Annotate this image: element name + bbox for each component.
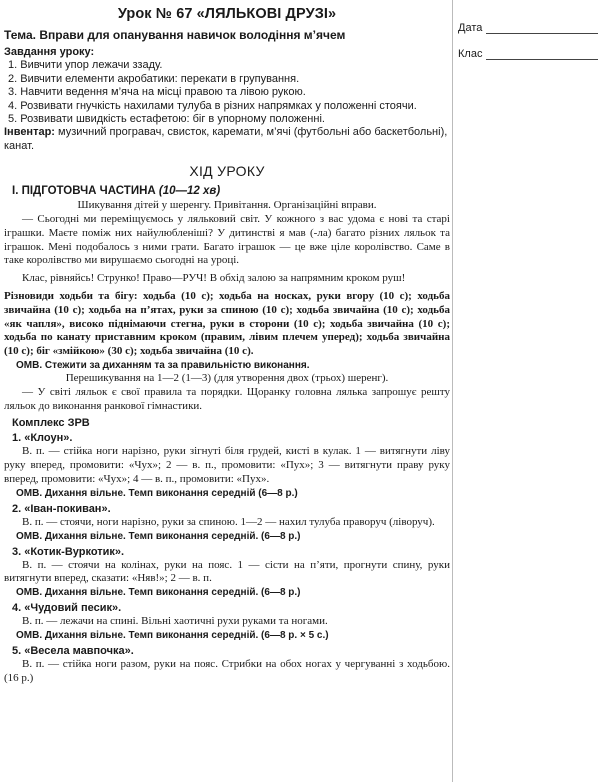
margin-divider — [452, 0, 453, 782]
exercise-title: 3. «Котик-Вуркотик». — [12, 545, 125, 558]
page-title: Урок № 67 «ЛЯЛЬКОВІ ДРУЗІ» — [117, 6, 337, 22]
side-fields — [458, 8, 598, 60]
part1-time: (10—12 хв) — [158, 185, 221, 198]
exercise — [4, 546, 450, 600]
part1-commands: Клас, рівняйсь! Струнко! Право—РУЧ! В обхід залою за напрямним кроком руш! — [22, 272, 406, 285]
date-line — [486, 21, 598, 34]
omv-note: ОМВ. Стежити за диханням та за правильністю виконання. — [16, 360, 310, 372]
lesson-tasks — [4, 46, 450, 153]
exercise-text: В. п. — стійка ноги разом, руки на пояс. Стрибки на обох ногах у чергуванні з ходьбою. (16 р.) — [4, 657, 450, 684]
exercise-text: В. п. — лежачи на спині. Вільні хаотичні рухи руками та ногами. — [22, 615, 328, 628]
omv-note: ОМВ. Дихання вільне. Темп виконання середній. (6—8 р. × 5 с.) — [16, 629, 329, 641]
exercise-text: В. п. — стоячи, ноги нарізно, руки за спиною. 1—2 — нахил тулуба праворуч (ліворуч). — [22, 515, 435, 528]
exercise — [4, 432, 450, 499]
part1-title: I. ПІДГОТОВЧА ЧАСТИНА — [12, 185, 156, 198]
inventory-text: музичний програвач, свисток, каремати, м’ячі (футбольні або баскетбольні), канат. — [4, 126, 448, 152]
exercise-title: 5. «Весела мавпочка». — [12, 644, 134, 657]
complex-heading: Комплекс ЗРВ — [12, 417, 90, 430]
class-field[interactable] — [458, 34, 598, 60]
date-label: Дата — [458, 22, 483, 34]
omv-note: ОМВ. Дихання вільне. Темп виконання середній (6—8 р.) — [16, 487, 298, 499]
part1-heading — [12, 185, 450, 197]
theme-label: Тема. — [4, 28, 36, 42]
task-item: 2. Вивчити елементи акробатики: перекати в групування. — [8, 72, 300, 85]
date-field[interactable] — [458, 8, 598, 34]
task-item: 5. Розвивати швидкість естафетою: біг в упорному положенні. — [8, 113, 325, 126]
task-item: 3. Навчити ведення м’яча на місці правою та лівою рукою. — [8, 86, 306, 99]
omv-note: ОМВ. Дихання вільне. Темп виконання середній. (6—8 р.) — [16, 530, 301, 542]
theme-text: Вправи для опанування навичок володіння м’ячем — [39, 28, 346, 42]
part1-walking: Різновиди ходьби та бігу: ходьба (10 с); ходьба на носках, руки вгору (10 с); ходьба звичайна (10 с); ходьба на п’ятах, руки за спиною (10 с); ходьба звичайна (10 с); ходьба «як чапля», високо піднімаючи стегна, руки в сторони (10 с); ходьба звичайна (10 с); ходьба по канату приставним кроком (правим, лівим плечем уперед); ходьба звичайна (10 с); біг «змійкою» (30 с); ходьба звичайна (10 с). — [4, 290, 450, 358]
exercise — [4, 645, 450, 686]
class-label: Клас — [458, 48, 483, 60]
task-item: 4. Розвивати гнучкість нахилами тулуба в різних напрямках у положенні стоячи. — [8, 99, 417, 112]
part1-line1: Шикування дітей у шеренгу. Привітання. Організаційні вправи. — [77, 199, 377, 212]
omv-note: ОМВ. Дихання вільне. Темп виконання середній. (6—8 р.) — [16, 587, 301, 599]
inventory-label: Інвентар: — [4, 126, 55, 139]
task-item: 1. Вивчити упор лежачи ззаду. — [8, 59, 163, 72]
part1-intro-paragraph: — Сьогодні ми переміщуємось у ляльковий світ. У кожного з вас удома є нові та старі іграшки. Маєте поміж них найулюбленіші? У дитинстві я мав (-ла) багато різних ляльок та іграшок. Мені подобалось з ними грати. Багато іграшок — це вже ціле королівство. Саме в таке королівство ми вирушаємо сьогодні на уроці. — [4, 213, 450, 267]
exercise-text: В. п. — стоячи на колінах, руки на пояс. 1 — сісти на п’яти, прогнути спину, руки витягнути вперед, сказати: «Няв!»; 2 — в. п. — [4, 558, 450, 585]
course-heading: ХІД УРОКУ — [189, 163, 265, 180]
part1-rebuild: Перешикування на 1—2 (1—3) (для утворення двох (трьох) шеренг). — [65, 372, 389, 385]
exercise-title: 1. «Клоун». — [12, 432, 73, 445]
class-line — [486, 47, 598, 60]
exercise-title: 2. «Іван-покиван». — [12, 502, 111, 515]
exercise — [4, 503, 450, 543]
lesson-theme — [4, 28, 450, 42]
inventory — [4, 126, 450, 153]
lesson-plan — [4, 6, 450, 686]
exercise — [4, 602, 450, 642]
exercise-title: 4. «Чудовий песик». — [12, 602, 122, 615]
part1-morning-paragraph: — У світі ляльок є свої правила та порядки. Щоранку головна лялька запрошує решту ляльок до виконання ранкової гімнастики. — [4, 385, 450, 412]
tasks-heading: Завдання уроку: — [4, 46, 95, 58]
tasks-list — [4, 59, 450, 126]
exercise-text: В. п. — стійка ноги нарізно, руки зігнуті біля грудей, кисті в кулак. 1 — витягнути ліву руку вперед, промовити: «Чух»; 2 — в. п., промовити: «Пух»; 3 — витягнути праву руку вперед, промовити: «Чух»; 4 — в. п., промовити: «Пух». — [4, 445, 450, 485]
